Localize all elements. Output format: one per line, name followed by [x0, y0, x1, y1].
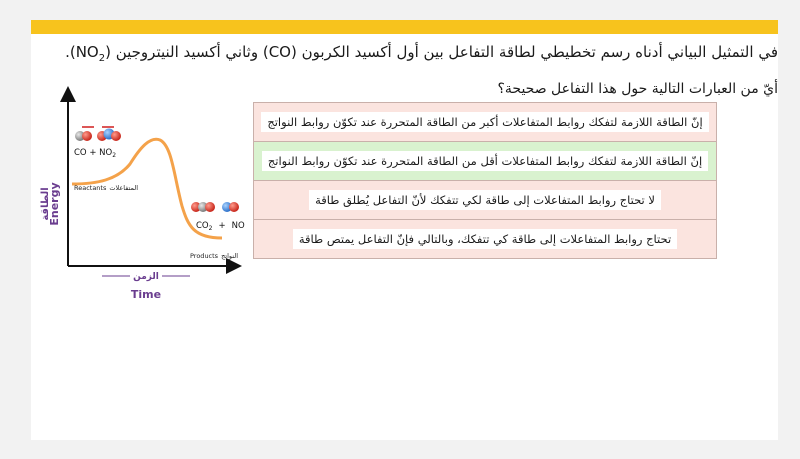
option-1[interactable] — [254, 103, 716, 142]
x-axis-label-en: Time — [130, 288, 162, 301]
products-label: Products النواتج — [190, 252, 238, 260]
option-1-text: إنّ الطاقة اللازمة لتفكك روابط المتفاعلات أكبر من الطاقة المتحررة عند تكوّن روابط النواتج — [261, 112, 708, 132]
question-line-1: في التمثيل البياني أدناه رسم تخطيطي لطاقة التفاعل بين أول أكسيد الكربون (CO) وثاني أكسيد النيتروجين $(NO_2)$. — [65, 43, 778, 64]
accent-bar — [31, 20, 778, 34]
x-axis-label-ar: الزمن — [133, 272, 159, 282]
option-4[interactable] — [254, 220, 716, 258]
reactants-formula: CO + $NO_2$ — [74, 148, 117, 159]
option-2-text: إنّ الطاقة اللازمة لتفكك روابط المتفاعلات أقل من الطاقة المتحررة عند تكوّن روابط النواتج — [262, 151, 708, 171]
products-formula: $CO_2$ + NO — [196, 221, 245, 232]
y-axis-label-ar: الطاقة — [40, 187, 51, 221]
option-4-text: تحتاج روابط المتفاعلات إلى طاقة كي تتفكك، وبالتالي فإنّ التفاعل يمتص طاقة — [293, 229, 677, 249]
reactant-molecules-icon — [75, 127, 121, 141]
option-2[interactable] — [254, 142, 716, 181]
product-molecules-icon — [191, 202, 239, 212]
y-axis-label-en: Energy — [48, 182, 61, 226]
option-3-text: لا تحتاج روابط المتفاعلات إلى طاقة لكي تتفكك لأنّ التفاعل يُطلق طاقة — [309, 190, 661, 210]
question-line-2: أيّ من العبارات التالية حول هذا التفاعل صحيحة؟ — [497, 81, 778, 97]
option-3[interactable] — [254, 181, 716, 220]
reactants-label: Reactants المتفاعلات — [74, 184, 139, 192]
energy-diagram — [22, 66, 245, 301]
answer-options — [253, 102, 717, 259]
